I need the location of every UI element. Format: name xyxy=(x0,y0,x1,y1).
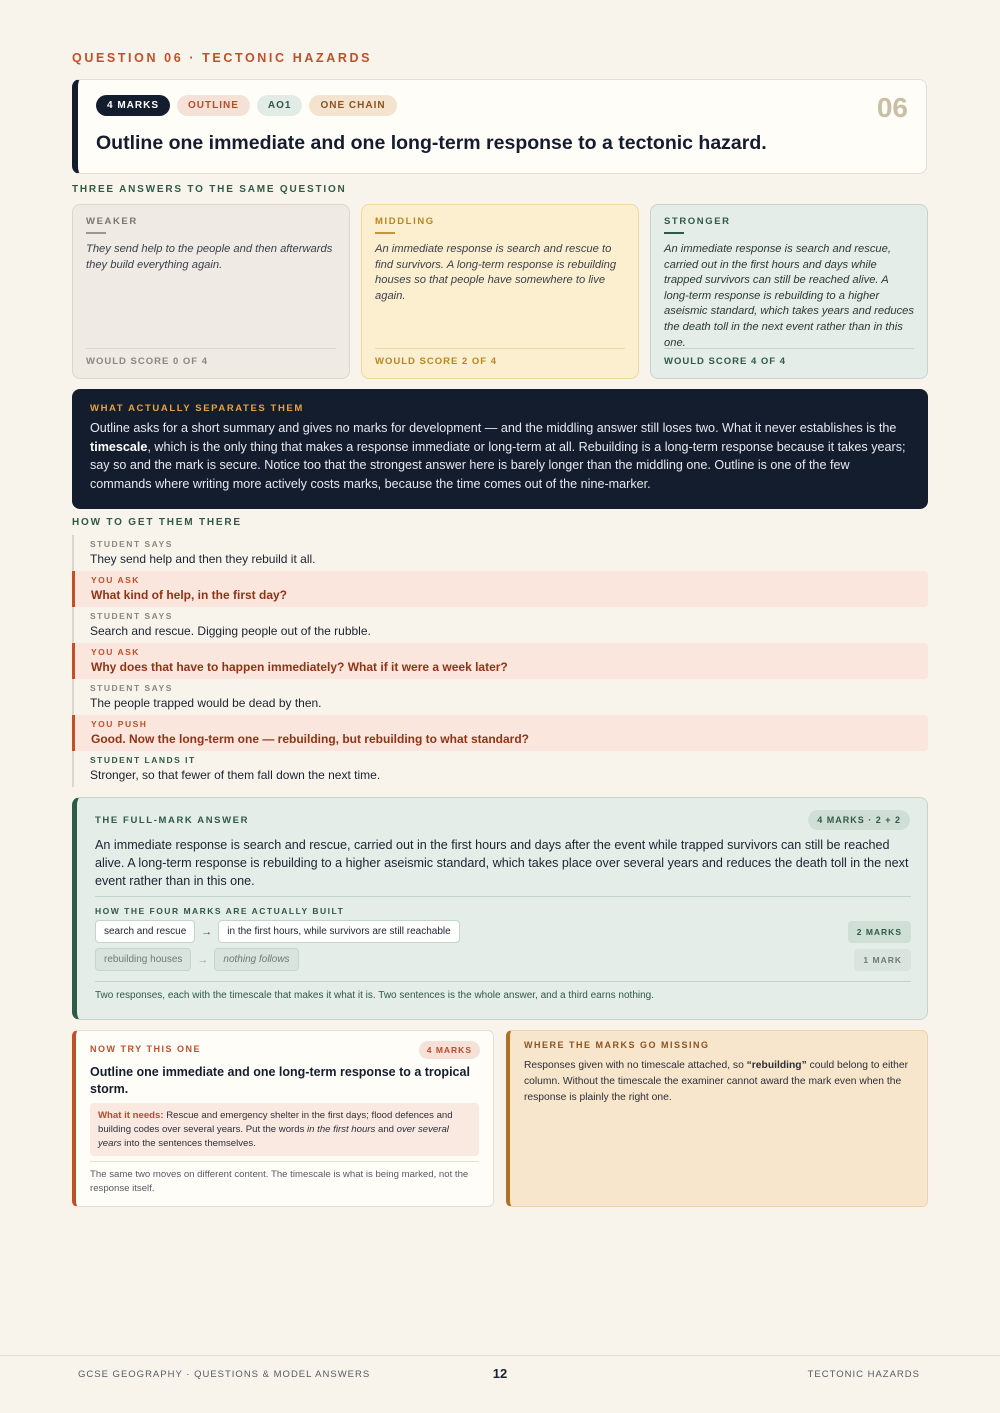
tier-rule xyxy=(86,232,106,234)
needs-emphasis: in the first hours xyxy=(307,1123,376,1135)
tier-rule xyxy=(375,232,395,234)
student-turn xyxy=(72,535,928,571)
middling-answer-card xyxy=(361,204,639,379)
marks-badge: 4 MARKS xyxy=(419,1041,480,1059)
question-text: Outline one immediate and one long-term response to a tectonic hazard. xyxy=(96,132,767,154)
answer-score: WOULD SCORE 2 OF 4 xyxy=(375,348,625,367)
question-card xyxy=(72,79,927,174)
student-turn xyxy=(72,751,928,787)
try-this-card xyxy=(72,1030,494,1207)
speaker-label: YOU PUSH xyxy=(91,719,148,729)
divider xyxy=(90,1161,479,1162)
full-mark-answer-card xyxy=(72,797,928,1020)
answers-section-label: THREE ANSWERS TO THE SAME QUESTION xyxy=(72,184,347,195)
teacher-turn xyxy=(72,715,928,751)
student-turn xyxy=(72,679,928,715)
divider xyxy=(95,896,911,897)
answer-tier: STRONGER xyxy=(664,216,731,227)
try-note: The same two moves on different content. The timescale is what is being marked, not the response itself. xyxy=(90,1169,469,1194)
answer-text: An immediate response is search and rescue, carried out in the first hours and days while trapped survivors can still be reached alive. A long-term response is rebuilding to a higher aseismic standard, which takes years and reduces the death toll in the next event rather than in this one. xyxy=(664,243,914,349)
callout-text xyxy=(90,419,910,493)
needs-emphasis: over several years xyxy=(98,1123,449,1149)
callout-text-part: Outline asks for a short summary and gives no marks for development — and the middling answer still loses two. What it never establishes is the xyxy=(90,421,897,435)
turn-text: What kind of help, in the first day? xyxy=(91,588,288,602)
assessment-objective-tag: AO1 xyxy=(257,95,303,116)
chain-marks: 2 MARKS xyxy=(848,921,911,943)
turn-text: Stronger, so that fewer of them fall down the next time. xyxy=(90,768,381,782)
dialogue-list xyxy=(72,535,928,787)
page-footer xyxy=(0,1355,1000,1413)
callout-keyword: timescale xyxy=(90,439,148,454)
speaker-label: STUDENT SAYS xyxy=(90,539,173,549)
dialogue-section-label: HOW TO GET THEM THERE xyxy=(72,517,242,528)
speaker-label: STUDENT SAYS xyxy=(90,611,173,621)
marks-built-label: HOW THE FOUR MARKS ARE ACTUALLY BUILT xyxy=(95,906,345,916)
answer-text: An immediate response is search and rescue to find survivors. A long-term response is rebuilding houses so that people have somewhere to live again. xyxy=(375,243,617,302)
turn-text: They send help and then they rebuild it all. xyxy=(90,552,316,566)
full-mark-label: THE FULL-MARK ANSWER xyxy=(95,815,250,826)
speaker-label: STUDENT SAYS xyxy=(90,683,173,693)
weaker-answer-card xyxy=(72,204,350,379)
callout-label: WHAT ACTUALLY SEPARATES THEM xyxy=(90,403,304,414)
arrow-right-icon: → xyxy=(197,953,209,966)
question-number: 06 xyxy=(876,92,908,123)
teacher-turn xyxy=(72,571,928,607)
chain-development: in the first hours, while survivors are still reachable xyxy=(218,920,459,943)
missing-text-part: Responses given with no timescale attached, so xyxy=(524,1060,747,1071)
missing-text xyxy=(524,1058,913,1105)
section-kicker: QUESTION 06 · TECTONIC HAZARDS xyxy=(72,51,373,65)
practice-question: Outline one immediate and one long-term response to a tropical storm. xyxy=(90,1065,470,1096)
speaker-label: YOU ASK xyxy=(91,575,140,585)
marks-tag: 4 MARKS xyxy=(96,95,170,116)
callout-text-part: , which is the only thing that makes a response immediate or long-term at all. Rebuilding is a long-term response because it takes years; say so and the mark is secure. Notice too that the strongest answer here is barely longer than the middling one. Outline is one of the few commands where writing more actively costs marks, because the time comes out of the nine-marker. xyxy=(90,439,906,491)
tier-rule xyxy=(664,232,684,234)
full-mark-note: Two responses, each with the timescale that makes it what it is. Two sentences is the whole answer, and a third earns nothing. xyxy=(95,990,654,1001)
answer-tier: WEAKER xyxy=(86,216,138,227)
turn-text: Why does that have to happen immediately? What if it were a week later? xyxy=(91,660,508,674)
try-label: NOW TRY THIS ONE xyxy=(90,1044,202,1054)
question-tags xyxy=(96,95,397,116)
missing-text-part: could belong to either column. Without the timescale the examiner cannot award the mark even when the response is plainly the right one. xyxy=(524,1060,909,1103)
answer-score: WOULD SCORE 4 OF 4 xyxy=(664,348,914,367)
missing-label: WHERE THE MARKS GO MISSING xyxy=(524,1040,710,1050)
chain-tag: ONE CHAIN xyxy=(309,95,396,116)
separates-callout xyxy=(72,389,928,509)
footer-book-title: GCSE GEOGRAPHY · QUESTIONS & MODEL ANSWERS xyxy=(78,1369,371,1380)
command-tag: OUTLINE xyxy=(177,95,250,116)
needs-key: What it needs: xyxy=(98,1110,164,1121)
answer-score: WOULD SCORE 0 OF 4 xyxy=(86,348,336,367)
turn-text: Search and rescue. Digging people out of the rubble. xyxy=(90,624,371,638)
chain-marks: 1 MARK xyxy=(854,949,911,971)
divider xyxy=(95,981,911,982)
student-turn xyxy=(72,607,928,643)
marks-badge: 4 MARKS · 2 + 2 xyxy=(808,810,910,830)
chain-point: search and rescue xyxy=(95,920,195,943)
page-number: 12 xyxy=(492,1366,508,1381)
stronger-answer-card xyxy=(650,204,928,379)
footer-chapter: TECTONIC HAZARDS xyxy=(807,1369,920,1380)
turn-text: Good. Now the long-term one — rebuilding, but rebuilding to what standard? xyxy=(91,732,529,746)
mark-chain-row xyxy=(95,948,911,971)
needs-text: into the sentences themselves. xyxy=(121,1137,256,1149)
full-mark-text: An immediate response is search and rescue, carried out in the first hours and days after the event while trapped survivors can still be reached alive. A long-term response is rebuilding to a higher aseismic standard, which takes place over several years and reduces the death toll in the next event rather than in this one. xyxy=(95,838,909,889)
needs-text: Rescue and emergency shelter in the first days; flood defences and building codes over several years. Put the words xyxy=(98,1110,453,1135)
speaker-label: STUDENT LANDS IT xyxy=(90,755,196,765)
turn-text: The people trapped would be dead by then. xyxy=(90,696,322,710)
teacher-turn xyxy=(72,643,928,679)
speaker-label: YOU ASK xyxy=(91,647,140,657)
arrow-right-icon: → xyxy=(201,925,213,938)
mark-chain-row xyxy=(95,920,911,943)
chain-point: rebuilding houses xyxy=(95,948,191,971)
chain-development: nothing follows xyxy=(214,948,298,971)
missing-keyword: “rebuilding” xyxy=(746,1060,807,1071)
needs-text: and xyxy=(375,1123,397,1135)
answer-text: They send help to the people and then afterwards they build everything again. xyxy=(86,243,333,271)
answer-tier: MIDDLING xyxy=(375,216,435,227)
needs-box xyxy=(90,1103,479,1156)
marks-missing-card xyxy=(506,1030,928,1207)
